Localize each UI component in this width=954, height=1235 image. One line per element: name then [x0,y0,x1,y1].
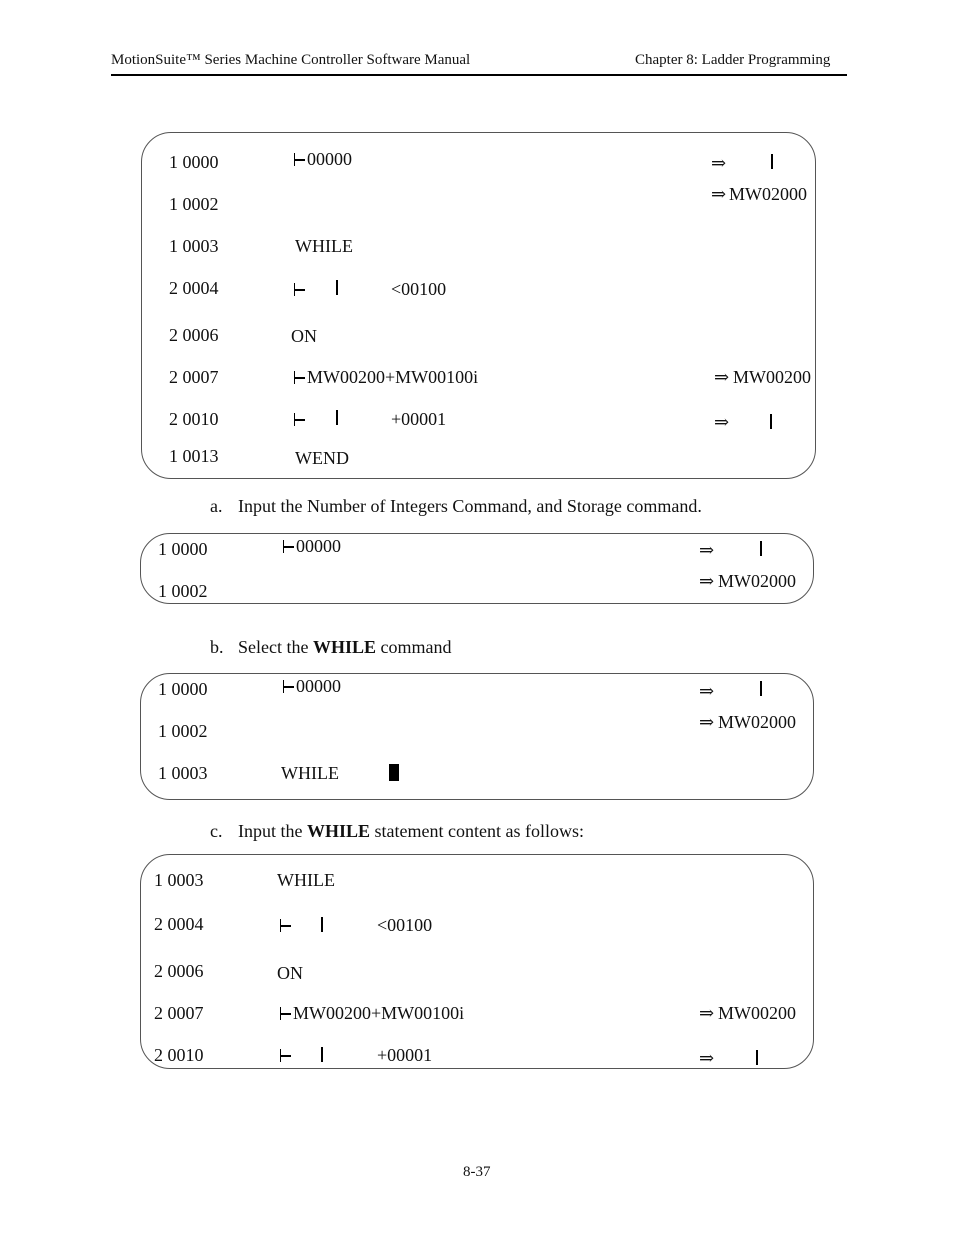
on-keyword: ON [277,963,303,983]
while-keyword: WHILE [281,763,339,783]
tee-icon [283,540,294,553]
line-number: 1 0013 [169,446,219,466]
register-bar-icon [770,414,772,429]
add-operand: +00001 [391,409,447,429]
tee-icon [280,1048,293,1066]
assign-arrow: ⇒ [699,712,715,732]
tee-icon [294,153,305,166]
ladder-program-step-c [140,854,814,1069]
running-header-title: MotionSuite™ Series Machine Controller Software Manual [111,52,471,68]
line-number: 1 0000 [158,679,208,699]
tee-icon [294,412,307,430]
add-operand: +00001 [377,1045,433,1065]
running-header-chapter: Chapter 8: Ladder Programming [635,52,831,68]
line-number: 1 0003 [154,870,204,890]
on-keyword: ON [291,326,317,346]
code-cell: MW00200+MW00100i [280,1003,464,1024]
line-number: 1 0003 [169,236,219,256]
assign-arrow: ⇒ [699,540,715,560]
assign-arrow: ⇒ [699,1048,715,1068]
step-marker: a. [210,496,223,516]
code-cell: MW00200+MW00100i [294,367,478,388]
line-number: 1 0000 [169,152,219,172]
destination-register: MW02000 [729,184,807,204]
code-cell: 00000 [294,149,352,170]
destination-register: MW00200 [733,367,811,387]
destination-register: MW00200 [718,1003,796,1023]
line-number: 2 0010 [154,1045,204,1065]
assign-arrow: ⇒ [699,1003,715,1023]
tee-icon [280,918,293,936]
while-keyword: WHILE [277,870,335,890]
line-number: 2 0006 [169,325,219,345]
assign-arrow: ⇒ [711,153,727,173]
line-number: 1 0002 [158,721,208,741]
line-number: 2 0004 [169,278,219,298]
step-caption: Input the WHILE statement content as follows: [238,821,584,841]
register-bar-icon [336,410,338,425]
register-bar-icon [321,917,323,932]
register-bar-icon [760,541,762,556]
step-marker: c. [210,821,223,841]
compare-operand: <00100 [391,279,447,299]
code-cell: 00000 [283,676,341,697]
register-bar-icon [760,681,762,696]
compare-operand: <00100 [377,915,433,935]
assign-arrow: ⇒ [714,412,730,432]
assign-arrow: ⇒ [699,681,715,701]
line-number: 2 0007 [154,1003,204,1023]
assign-arrow: ⇒ [699,571,715,591]
page-number: 8-37 [463,1164,491,1180]
register-bar-icon [771,154,773,169]
line-number: 1 0000 [158,539,208,559]
step-caption: Select the WHILE command [238,637,452,657]
text-cursor [389,764,399,781]
line-number: 2 0007 [169,367,219,387]
register-bar-icon [336,280,338,295]
tee-icon [294,371,305,384]
code-cell: 00000 [283,536,341,557]
register-bar-icon [321,1047,323,1062]
tee-icon [283,680,294,693]
line-number: 2 0006 [154,961,204,981]
tee-icon [280,1007,291,1020]
tee-icon [294,282,307,300]
destination-register: MW02000 [718,571,796,591]
line-number: 2 0010 [169,409,219,429]
while-keyword: WHILE [295,236,353,256]
line-number: 1 0002 [158,581,208,601]
register-bar-icon [756,1050,758,1065]
destination-register: MW02000 [718,712,796,732]
step-caption: Input the Number of Integers Command, and Storage command. [238,496,702,516]
header-rule [111,74,847,76]
line-number: 2 0004 [154,914,204,934]
step-marker: b. [210,637,224,657]
assign-arrow: ⇒ [711,184,727,204]
line-number: 1 0002 [169,194,219,214]
wend-keyword: WEND [295,448,349,468]
assign-arrow: ⇒ [714,367,730,387]
line-number: 1 0003 [158,763,208,783]
